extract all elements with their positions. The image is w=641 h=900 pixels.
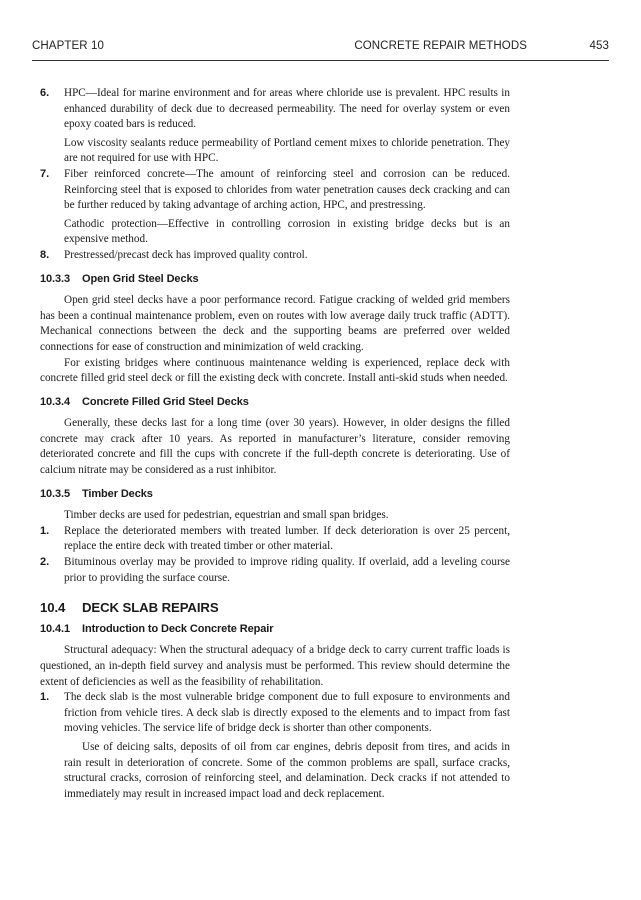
body-paragraph: Structural adequacy: When the structural adequacy of a bridge deck to carry current traffic loads is questioned, an in-depth field survey and analysis must be performed. This review should determine the extent of deficiencies as well as the feasibility of rehabilitation. [40, 644, 510, 688]
section-number: 10.3.3 [40, 272, 70, 285]
section-title: Open Grid Steel Decks [82, 272, 199, 285]
list-item [40, 690, 510, 802]
list-number: 1. [40, 691, 50, 704]
list-item [40, 555, 510, 586]
page-body [40, 86, 510, 802]
chapter-title: CONCRETE REPAIR METHODS [354, 40, 527, 52]
page-number: 453 [589, 40, 609, 52]
list-item [40, 86, 510, 167]
list-number: 7. [40, 167, 50, 180]
section-heading [40, 487, 510, 503]
section-heading [40, 395, 510, 411]
list-paragraph: Prestressed/precast deck has improved quality control. [64, 248, 308, 261]
list-number: 6. [40, 87, 50, 99]
body-paragraph: Timber decks are used for pedestrian, equestrian and small span bridges. [64, 509, 389, 522]
section-title: Timber Decks [82, 487, 153, 500]
body-paragraph: For existing bridges where continuous maintenance welding is experienced, replace deck with concrete filled grid steel deck or fill the existing deck with concrete. Install anti-skid studs when needed. [40, 356, 510, 385]
list-paragraph: Use of deicing salts, deposits of oil from car engines, debris deposit from tires, and acids in rain result in deterioration of concrete. Some of the common problems are spall, surface cracks, structural cracks, corrosion of reinforcing steel, and delamination. Deck cracks if not attended to immediately may result in increased impact load and deck replacement. [64, 740, 510, 800]
section-heading [40, 622, 510, 638]
list-number: 2. [40, 556, 50, 569]
list-paragraph: The deck slab is the most vulnerable bridge component due to full exposure to environments and friction from vehicle tires. A deck slab is directly exposed to the elements and to impact from fast moving vehicles. The service life of bridge deck is shorter than other components. [64, 691, 510, 735]
list-paragraph: Fiber reinforced concrete—The amount of reinforcing steel and corrosion can be reduced. Reinforcing steel that is exposed to chlorides from water penetration causes deck cracking and can be further reduced by taking advantage of arching action, HPC, and prestressing. [64, 167, 510, 212]
section-title: Introduction to Deck Concrete Repair [82, 622, 274, 635]
list-paragraph: HPC—Ideal for marine environment and for areas where chloride use is prevalent. HPC results in enhanced durability of deck due to decreased permeability. The need for overlay system or even epoxy coated bars is reduced. [64, 87, 510, 131]
list-paragraph: Cathodic protection—Effective in controlling corrosion in existing bridge decks but is an expensive method. [64, 217, 510, 246]
body-paragraph: Open grid steel decks have a poor performance record. Fatigue cracking of welded grid members has been a continual maintenance problem, even on routes with low average daily truck traffic (ADTT). Mechanical connections between the deck and the supporting beams are preferred over welded connections for ease of construction and minimization of weld cracking. [40, 294, 510, 353]
list-item [40, 524, 510, 555]
section-number: 10.4 [40, 600, 66, 616]
section-title: DECK SLAB REPAIRS [82, 600, 219, 616]
section-number: 10.4.1 [40, 622, 70, 635]
section-title: Concrete Filled Grid Steel Decks [82, 395, 249, 408]
body-paragraph: Generally, these decks last for a long time (over 30 years). However, in older designs the filled concrete may crack after 10 years. As reported in manufacturer’s literature, consider removing deteriorated concrete and fill the cups with concrete if the full-depth concrete is deteriorating. Use of calcium nitrate may be considered as a rust inhibitor. [40, 417, 510, 477]
section-number: 10.3.4 [40, 395, 70, 408]
header-rule [32, 60, 609, 61]
chapter-label: CHAPTER 10 [32, 40, 104, 52]
section-number: 10.3.5 [40, 487, 70, 500]
section-heading [40, 272, 510, 288]
list-item [40, 167, 510, 248]
list-number: 8. [40, 248, 50, 261]
list-paragraph: Bituminous overlay may be provided to improve riding quality. If overlaid, add a leveling course prior to providing the surface course. [64, 556, 510, 584]
list-number: 1. [40, 524, 50, 537]
list-item [40, 248, 510, 264]
list-paragraph: Replace the deteriorated members with treated lumber. If deck deterioration is over 25 percent, replace the entire deck with treated timber or other material. [64, 524, 510, 553]
major-section-heading [40, 600, 510, 616]
list-paragraph: Low viscosity sealants reduce permeability of Portland cement mixes to chloride penetration. They are not required for use with HPC. [64, 136, 510, 165]
